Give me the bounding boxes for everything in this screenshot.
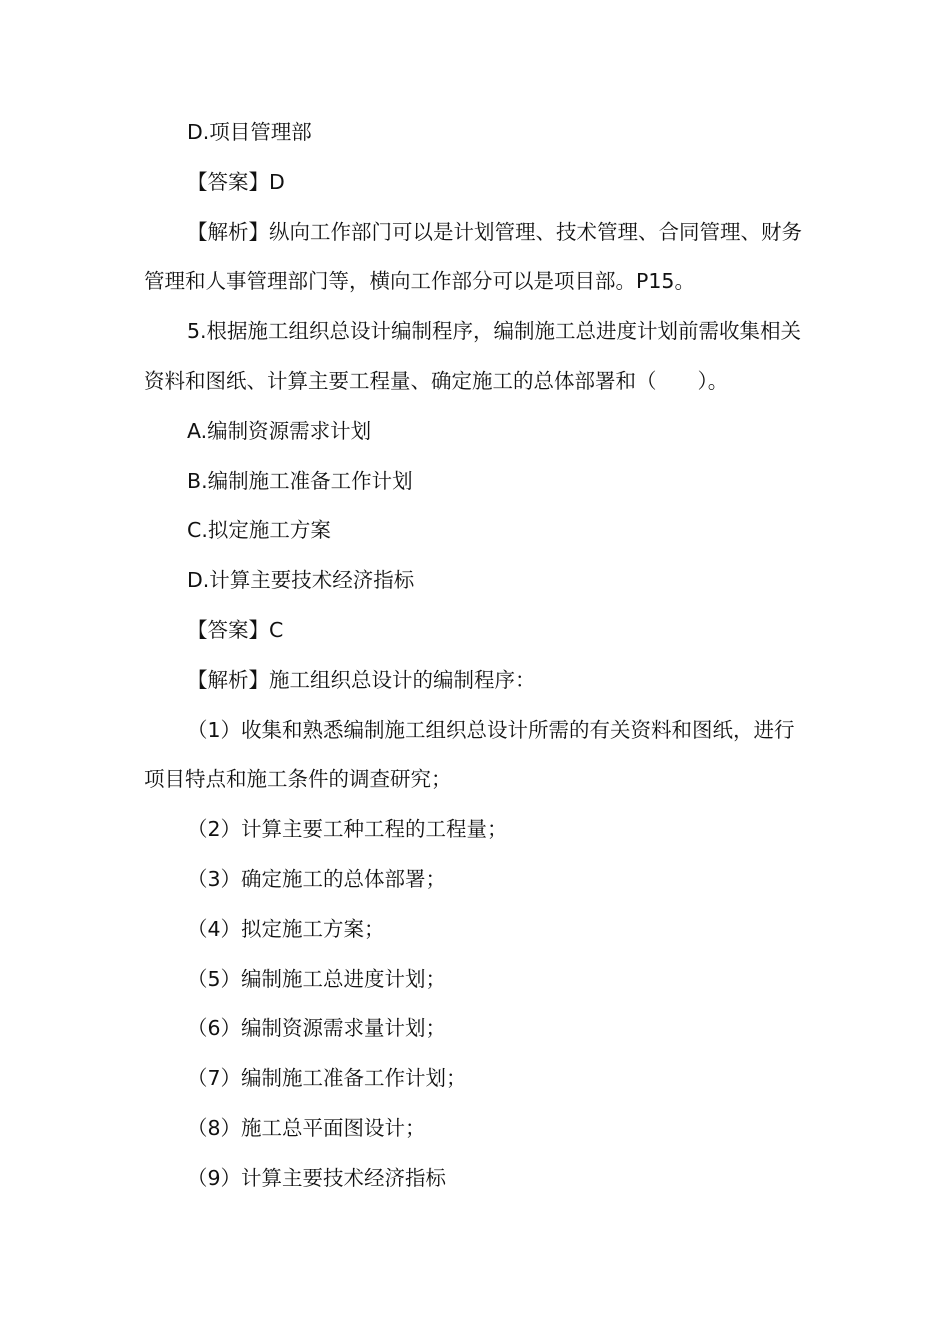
procedure-step-5: （5）编制施工总进度计划； [187, 966, 447, 991]
option-b: B.编制施工准备工作计划 [187, 468, 413, 493]
document-body [144, 108, 814, 1204]
option-c: C.拟定施工方案 [187, 518, 331, 543]
procedure-step-1: （1）收集和熟悉编制施工组织总设计所需的有关资料和图纸，进行项目特点和施工条件的调查研究； [144, 717, 795, 792]
procedure-step-3: （3）确定施工的总体部署； [187, 866, 447, 891]
procedure-step-9: （9）计算主要技术经济指标 [187, 1165, 447, 1190]
option-d-prev: D.项目管理部 [187, 120, 312, 144]
procedure-step-2: （2）计算主要工种工程的工程量； [187, 817, 508, 842]
option-a: A.编制资源需求计划 [187, 418, 372, 443]
question-5: 5.根据施工组织总设计编制程序，编制施工总进度计划前需收集相关资料和图纸、计算主要工程量、确定施工的总体部署和（ ）。 [144, 319, 802, 393]
procedure-step-8: （8）施工总平面图设计； [187, 1115, 426, 1140]
analysis-prev: 【解析】纵向工作部门可以是计划管理、技术管理、合同管理、财务管理和人事管理部门等，横向工作部分可以是项目部。P15。 [144, 219, 802, 294]
option-d: D.计算主要技术经济指标 [187, 568, 415, 593]
procedure-step-6: （6）编制资源需求量计划； [187, 1016, 447, 1041]
answer-prev: 【答案】D [187, 169, 285, 194]
analysis-heading: 【解析】施工组织总设计的编制程序： [187, 667, 536, 692]
procedure-step-7: （7）编制施工准备工作计划； [187, 1066, 467, 1091]
procedure-step-4: （4）拟定施工方案； [187, 916, 385, 941]
answer: 【答案】C [187, 617, 284, 642]
